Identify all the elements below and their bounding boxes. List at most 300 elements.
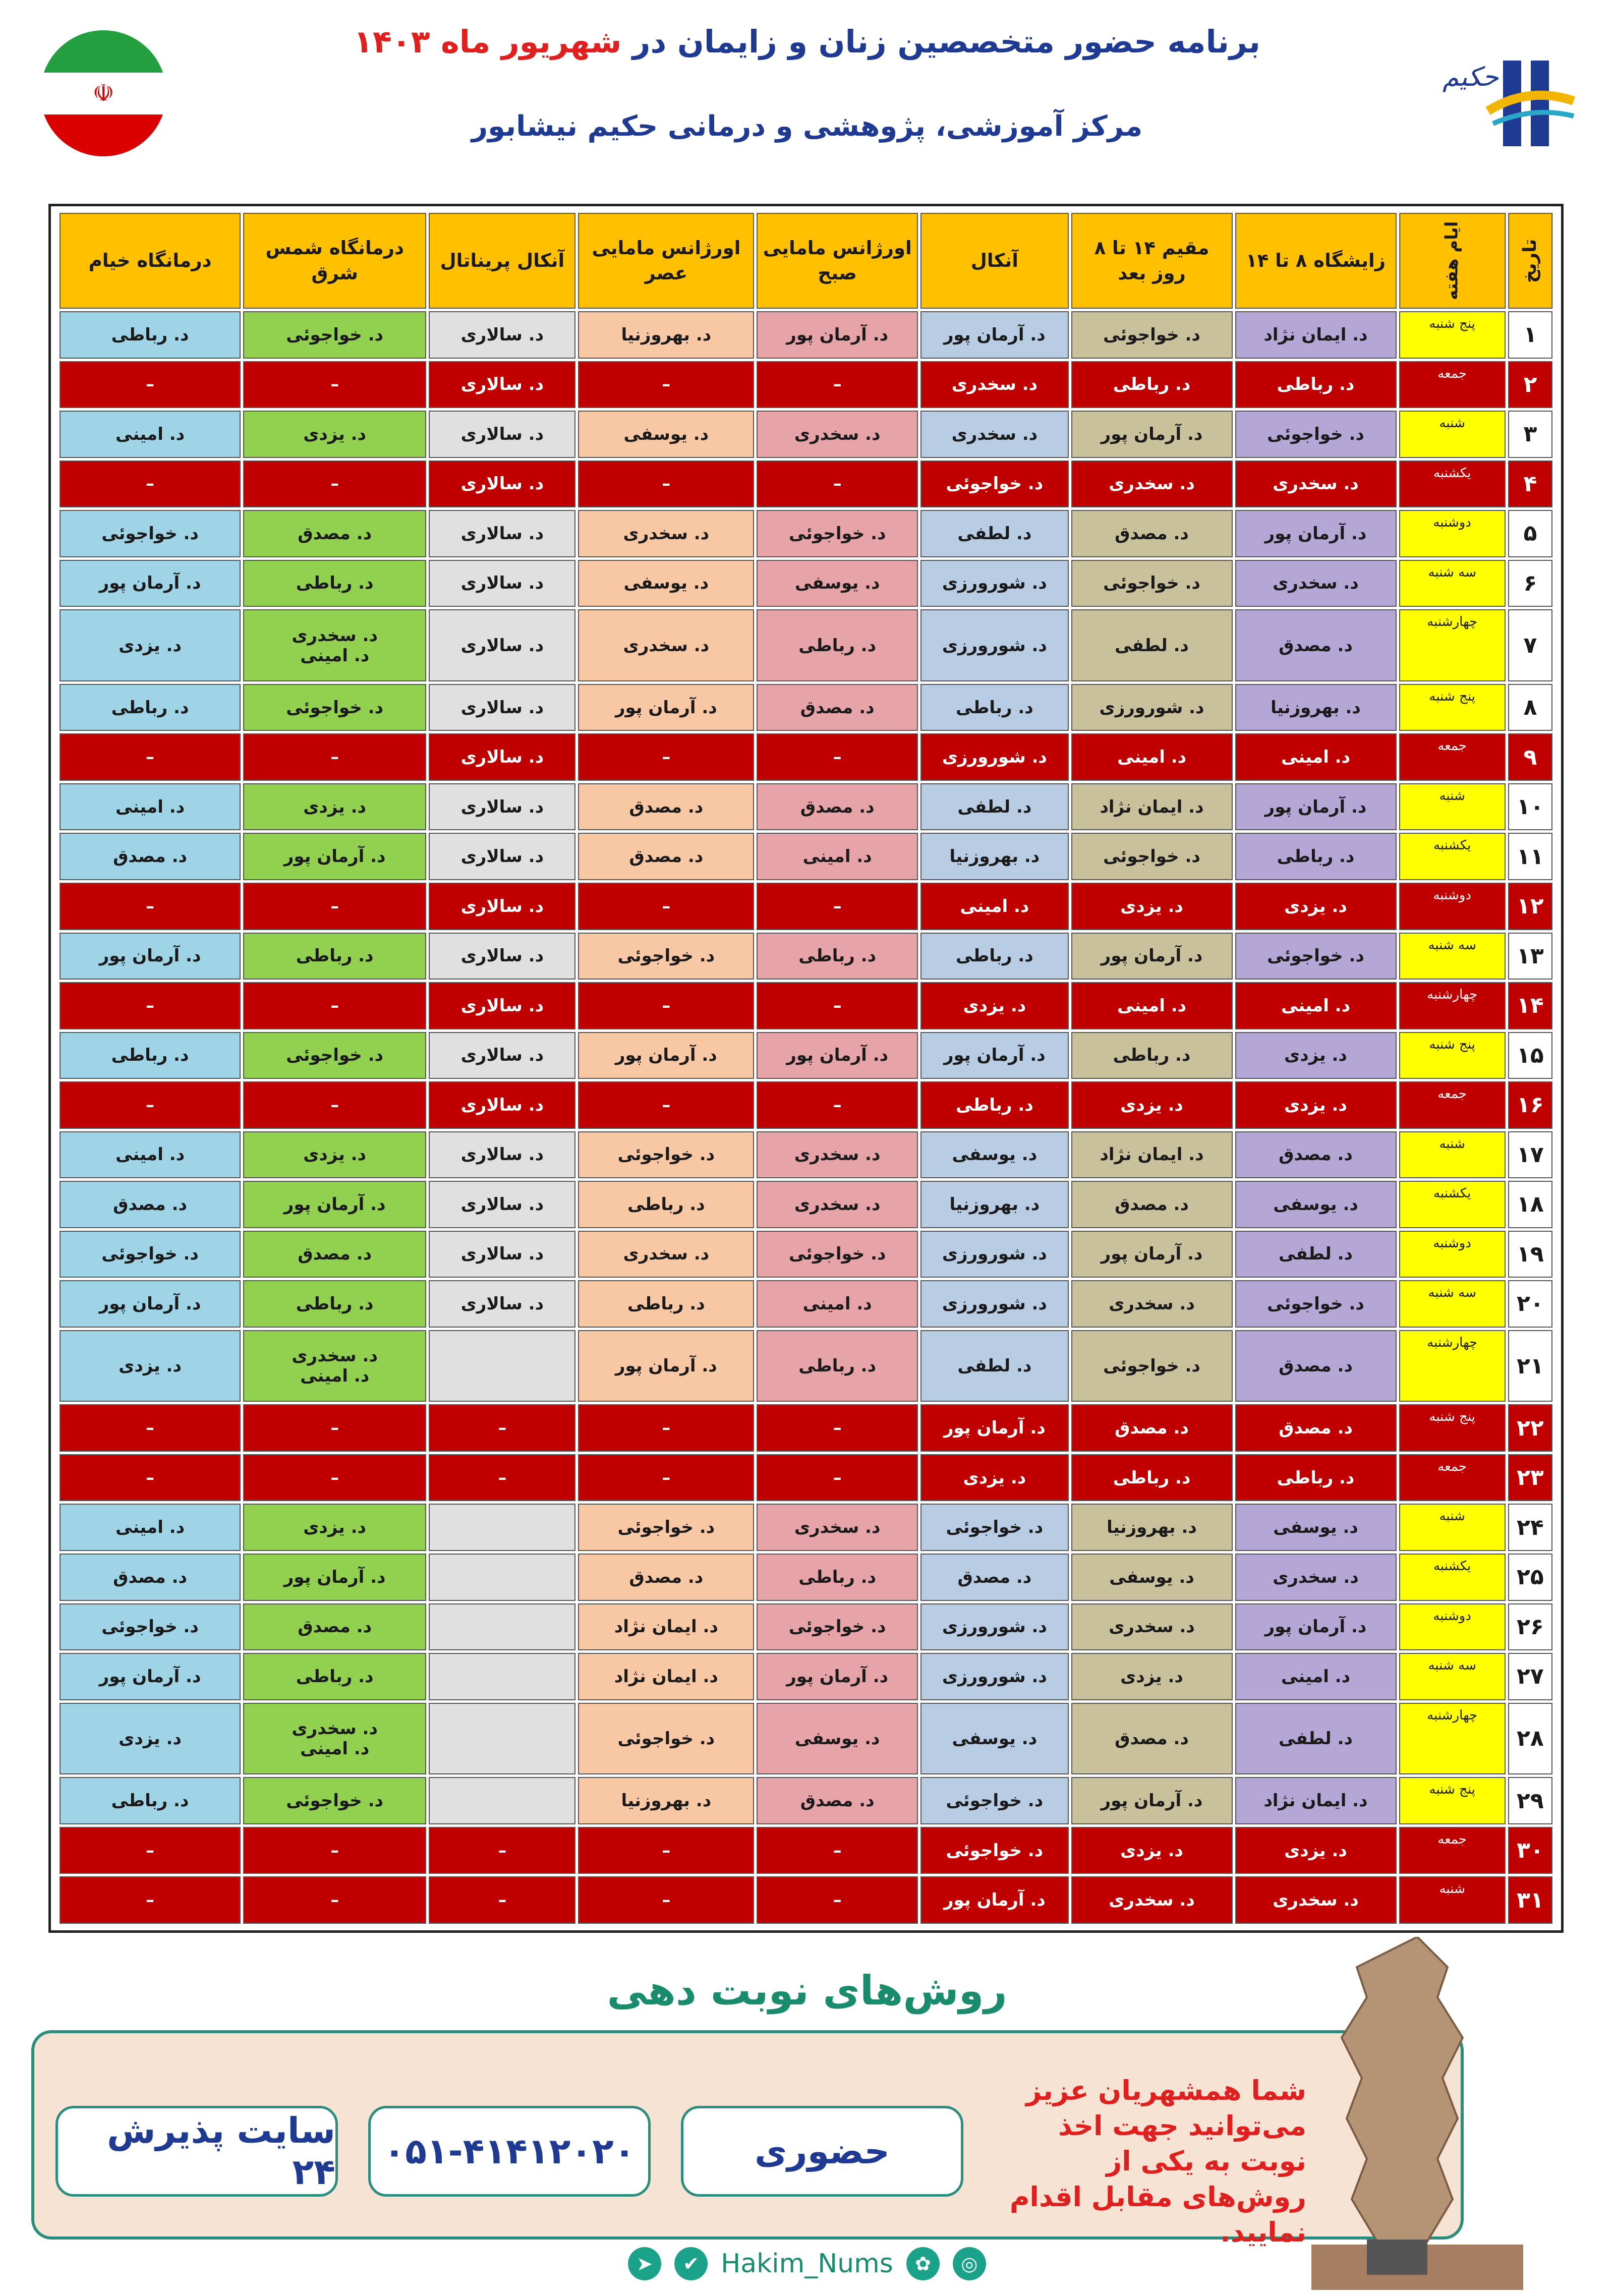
- cell-resident: د. رباطی: [1071, 1454, 1233, 1502]
- cell-khayam-clinic: –: [60, 982, 241, 1029]
- date-cell: ۲۸: [1508, 1703, 1552, 1775]
- weekday-cell: چهارشنبه: [1399, 982, 1506, 1029]
- date-cell: ۱۵: [1508, 1032, 1552, 1079]
- cell-resident: د. یوسفی: [1071, 1554, 1233, 1601]
- cell-er-morning: د. آرمان پور: [757, 311, 918, 359]
- doctor-name: د. امینی: [300, 1366, 370, 1387]
- date-cell: ۱۱: [1508, 833, 1552, 880]
- cell-oncall: د. شورورزی: [920, 560, 1068, 607]
- cell-khayam-clinic: د. خواجوئی: [60, 1231, 241, 1278]
- aparat-icon[interactable]: ✿: [906, 2247, 940, 2280]
- cell-shams-clinic: –: [243, 361, 426, 409]
- weekday-cell: سه شنبه: [1399, 1280, 1506, 1328]
- cell-resident: د. آرمان پور: [1071, 1231, 1233, 1278]
- cell-oncall: د. خواجوئی: [920, 1777, 1068, 1824]
- weekday-cell: جمعه: [1399, 1454, 1506, 1502]
- flag-emblem-icon: ☫: [92, 79, 114, 108]
- weekday-cell: سه شنبه: [1399, 933, 1506, 980]
- table-row: [60, 1181, 1552, 1228]
- cell-er-morning: د. سخدری: [757, 411, 918, 458]
- schedule-grid: [57, 210, 1555, 1926]
- cell-perinatal: د. سالاری: [429, 560, 575, 607]
- table-row: [60, 1876, 1552, 1924]
- cell-oncall: د. یوسفی: [920, 1703, 1068, 1775]
- cell-er-evening: –: [578, 1404, 754, 1452]
- cell-shams-clinic: –: [243, 733, 426, 781]
- cell-perinatal: –: [429, 1454, 575, 1502]
- cell-er-morning: د. خواجوئی: [757, 1231, 918, 1278]
- date-cell: ۲۵: [1508, 1554, 1552, 1601]
- cell-resident: د. رباطی: [1071, 1032, 1233, 1079]
- cell-er-evening: د. آرمان پور: [578, 1032, 754, 1079]
- cell-shams-clinic: د. آرمان پور: [243, 1554, 426, 1601]
- cell-shams-clinic: د. خواجوئی: [243, 311, 426, 359]
- cell-resident: د. ایمان نژاد: [1071, 783, 1233, 831]
- cell-er-evening: د. یوسفی: [578, 411, 754, 458]
- date-cell: ۲۰: [1508, 1280, 1552, 1328]
- cell-shams-clinic: د. خواجوئی: [243, 1032, 426, 1079]
- methods-title: روش‌های نوبت دهی: [607, 1967, 1007, 2014]
- cell-oncall: د. شورورزی: [920, 1280, 1068, 1328]
- cell-oncall: د. شورورزی: [920, 1603, 1068, 1651]
- cell-khayam-clinic: د. یزدی: [60, 1330, 241, 1402]
- schedule-body: [60, 311, 1552, 1924]
- social-handle: Hakim_Nums: [721, 2249, 893, 2279]
- cell-shams-clinic: [243, 1330, 426, 1402]
- cell-er-morning: –: [757, 1827, 918, 1874]
- weekday-cell: دوشنبه: [1399, 1603, 1506, 1651]
- cell-perinatal: [429, 1330, 575, 1402]
- date-cell: ۱۹: [1508, 1231, 1552, 1278]
- cell-er-evening: –: [578, 361, 754, 409]
- instagram-icon[interactable]: ◎: [953, 2247, 986, 2280]
- cell-perinatal: د. سالاری: [429, 1280, 575, 1328]
- cell-perinatal: د. سالاری: [429, 311, 575, 359]
- cell-resident: د. خواجوئی: [1071, 311, 1233, 359]
- cell-delivery: د. خواجوئی: [1235, 411, 1397, 458]
- table-row: [60, 1131, 1552, 1179]
- cell-er-morning: د. خواجوئی: [757, 510, 918, 557]
- cell-delivery: د. خواجوئی: [1235, 1280, 1397, 1328]
- table-row: [60, 411, 1552, 458]
- cell-er-evening: د. خواجوئی: [578, 933, 754, 980]
- table-row: [60, 1554, 1552, 1601]
- cell-oncall: د. امینی: [920, 883, 1068, 930]
- cell-delivery: د. یزدی: [1235, 883, 1397, 930]
- page-title: [353, 23, 1261, 60]
- title-month: شهریور ماه ۱۴۰۳: [354, 23, 622, 60]
- cell-oncall: د. لطفی: [920, 783, 1068, 831]
- cell-delivery: د. سخدری: [1235, 560, 1397, 607]
- cell-khayam-clinic: د. آرمان پور: [60, 1280, 241, 1328]
- cell-resident: د. آرمان پور: [1071, 411, 1233, 458]
- cell-khayam-clinic: د. امینی: [60, 1504, 241, 1551]
- doctor-name: د. سخدری: [292, 625, 378, 646]
- cell-shams-clinic: د. مصدق: [243, 510, 426, 557]
- cell-oncall: د. لطفی: [920, 510, 1068, 557]
- cell-er-evening: د. مصدق: [578, 833, 754, 880]
- cell-resident: د. خواجوئی: [1071, 560, 1233, 607]
- schedule-table: [48, 204, 1564, 1933]
- footer: [0, 1937, 1614, 2296]
- cell-khayam-clinic: د. رباطی: [60, 311, 241, 359]
- cell-resident: د. لطفی: [1071, 609, 1233, 681]
- cell-shams-clinic: د. آرمان پور: [243, 1181, 426, 1228]
- table-row: [60, 783, 1552, 831]
- table-row: [60, 1603, 1552, 1651]
- telegram-icon[interactable]: ➤: [628, 2247, 661, 2280]
- cell-delivery: د. امینی: [1235, 733, 1397, 781]
- date-cell: ۶: [1508, 560, 1552, 607]
- date-cell: ۵: [1508, 510, 1552, 557]
- date-cell: ۲۲: [1508, 1404, 1552, 1452]
- cell-er-morning: د. امینی: [757, 833, 918, 880]
- cell-delivery: د. رباطی: [1235, 1454, 1397, 1502]
- table-row: [60, 1032, 1552, 1079]
- cell-oncall: د. یوسفی: [920, 1131, 1068, 1179]
- weekday-cell: سه شنبه: [1399, 1653, 1506, 1700]
- table-row: [60, 1231, 1552, 1278]
- cell-delivery: د. آرمان پور: [1235, 783, 1397, 831]
- cell-perinatal: د. سالاری: [429, 684, 575, 731]
- cell-oncall: د. خواجوئی: [920, 1504, 1068, 1551]
- table-row: [60, 733, 1552, 781]
- title-prefix: برنامه حضور متخصصین زنان و زایمان در: [621, 23, 1260, 60]
- logo-text: حکیم: [1443, 62, 1499, 92]
- cell-perinatal: –: [429, 1404, 575, 1452]
- cell-khayam-clinic: –: [60, 1404, 241, 1452]
- table-row: [60, 982, 1552, 1029]
- cell-khayam-clinic: د. مصدق: [60, 1181, 241, 1228]
- cell-khayam-clinic: –: [60, 883, 241, 930]
- cell-resident: د. مصدق: [1071, 1404, 1233, 1452]
- weekday-cell: پنج شنبه: [1399, 1777, 1506, 1824]
- cell-resident: د. سخدری: [1071, 1280, 1233, 1328]
- date-cell: ۴: [1508, 461, 1552, 508]
- cell-er-morning: د. خواجوئی: [757, 1603, 918, 1651]
- cell-shams-clinic: –: [243, 461, 426, 508]
- date-cell: ۳۱: [1508, 1876, 1552, 1924]
- cell-er-morning: د. رباطی: [757, 609, 918, 681]
- table-row: [60, 510, 1552, 557]
- cell-oncall: د. بهروزنیا: [920, 1181, 1068, 1228]
- col-header-date: تاریخ: [1508, 213, 1552, 309]
- cell-khayam-clinic: –: [60, 1876, 241, 1924]
- cell-perinatal: د. سالاری: [429, 1181, 575, 1228]
- date-cell: ۲۹: [1508, 1777, 1552, 1824]
- date-cell: ۱۰: [1508, 783, 1552, 831]
- cell-perinatal: د. سالاری: [429, 933, 575, 980]
- weekday-cell: یکشنبه: [1399, 461, 1506, 508]
- table-row: [60, 1330, 1552, 1402]
- date-cell: ۲۱: [1508, 1330, 1552, 1402]
- table-row: [60, 1504, 1552, 1551]
- cell-delivery: د. سخدری: [1235, 461, 1397, 508]
- weekday-cell: یکشنبه: [1399, 1554, 1506, 1601]
- method-in-person-pill[interactable]: حضوری: [681, 2106, 963, 2197]
- cell-delivery: د. خواجوئی: [1235, 933, 1397, 980]
- table-row: [60, 609, 1552, 681]
- cell-delivery: د. سخدری: [1235, 1554, 1397, 1601]
- cell-er-morning: –: [757, 1454, 918, 1502]
- date-cell: ۲: [1508, 361, 1552, 409]
- table-row: [60, 461, 1552, 508]
- cell-perinatal: د. سالاری: [429, 783, 575, 831]
- cell-perinatal: [429, 1554, 575, 1601]
- cell-shams-clinic: [243, 1703, 426, 1775]
- cell-resident: د. شورورزی: [1071, 684, 1233, 731]
- cell-resident: د. آرمان پور: [1071, 1777, 1233, 1824]
- cell-delivery: د. یوسفی: [1235, 1504, 1397, 1551]
- cell-resident: د. یزدی: [1071, 1827, 1233, 1874]
- cell-perinatal: [429, 1653, 575, 1700]
- date-cell: ۱۷: [1508, 1131, 1552, 1179]
- date-cell: ۱۲: [1508, 883, 1552, 930]
- cell-er-evening: –: [578, 982, 754, 1029]
- method-site-pill[interactable]: سایت پذیرش ۲۴: [55, 2106, 338, 2197]
- cell-perinatal: [429, 1777, 575, 1824]
- weekday-cell: جمعه: [1399, 1081, 1506, 1129]
- cell-er-evening: د. آرمان پور: [578, 1330, 754, 1402]
- cell-delivery: د. آرمان پور: [1235, 510, 1397, 557]
- cell-shams-clinic: د. رباطی: [243, 1280, 426, 1328]
- cell-shams-clinic: –: [243, 883, 426, 930]
- cell-er-morning: –: [757, 461, 918, 508]
- cell-resident: د. سخدری: [1071, 1603, 1233, 1651]
- cell-resident: د. سخدری: [1071, 461, 1233, 508]
- cell-delivery: د. یوسفی: [1235, 1181, 1397, 1228]
- cell-er-evening: د. خواجوئی: [578, 1703, 754, 1775]
- cell-oncall: د. شورورزی: [920, 733, 1068, 781]
- table-row: [60, 1703, 1552, 1775]
- cell-er-evening: د. سخدری: [578, 510, 754, 557]
- date-cell: ۳۰: [1508, 1827, 1552, 1874]
- weekday-cell: دوشنبه: [1399, 1231, 1506, 1278]
- cell-shams-clinic: –: [243, 1876, 426, 1924]
- table-row: [60, 311, 1552, 359]
- cell-oncall: د. یزدی: [920, 982, 1068, 1029]
- cell-resident: د. یزدی: [1071, 883, 1233, 930]
- cell-shams-clinic: –: [243, 1404, 426, 1452]
- weekday-cell: جمعه: [1399, 1827, 1506, 1874]
- cell-khayam-clinic: د. آرمان پور: [60, 1653, 241, 1700]
- col-header-khayam-clinic: درمانگاه خیام: [60, 213, 241, 309]
- table-row: [60, 883, 1552, 930]
- cell-er-evening: –: [578, 1876, 754, 1924]
- monument-illustration: [1291, 1937, 1543, 2290]
- cell-perinatal: د. سالاری: [429, 361, 575, 409]
- weekday-cell: شنبه: [1399, 1504, 1506, 1551]
- weekday-cell: شنبه: [1399, 1876, 1506, 1924]
- cell-oncall: د. رباطی: [920, 684, 1068, 731]
- cell-er-morning: د. رباطی: [757, 1330, 918, 1402]
- cell-er-morning: د. سخدری: [757, 1181, 918, 1228]
- cell-resident: د. مصدق: [1071, 1703, 1233, 1775]
- cell-shams-clinic: د. یزدی: [243, 411, 426, 458]
- cell-khayam-clinic: د. رباطی: [60, 684, 241, 731]
- cell-delivery: د. رباطی: [1235, 833, 1397, 880]
- table-row: [60, 1777, 1552, 1824]
- doctor-name: د. امینی: [300, 645, 370, 666]
- cell-resident: د. خواجوئی: [1071, 1330, 1233, 1402]
- cell-khayam-clinic: د. خواجوئی: [60, 1603, 241, 1651]
- cell-er-evening: د. ایمان نژاد: [578, 1603, 754, 1651]
- col-header-er-morning: اورژانس مامایی صبح: [757, 213, 918, 309]
- weekday-cell: دوشنبه: [1399, 510, 1506, 557]
- cell-khayam-clinic: د. مصدق: [60, 833, 241, 880]
- cell-oncall: د. شورورزی: [920, 1231, 1068, 1278]
- cell-er-morning: د. مصدق: [757, 684, 918, 731]
- cell-er-evening: د. بهروزنیا: [578, 311, 754, 359]
- page-header: [0, 0, 1614, 197]
- cell-er-evening: د. سخدری: [578, 609, 754, 681]
- cell-resident: د. سخدری: [1071, 1876, 1233, 1924]
- cell-er-evening: د. یوسفی: [578, 560, 754, 607]
- weekday-cell: پنج شنبه: [1399, 311, 1506, 359]
- cell-khayam-clinic: د. آرمان پور: [60, 933, 241, 980]
- cell-er-evening: –: [578, 1454, 754, 1502]
- cell-resident: د. بهروزنیا: [1071, 1504, 1233, 1551]
- cell-er-evening: –: [578, 733, 754, 781]
- table-row: [60, 1653, 1552, 1700]
- cell-perinatal: د. سالاری: [429, 982, 575, 1029]
- cell-oncall: د. سخدری: [920, 411, 1068, 458]
- twitter-icon[interactable]: ✔: [674, 2247, 708, 2280]
- cell-er-morning: –: [757, 982, 918, 1029]
- cell-er-morning: د. یوسفی: [757, 560, 918, 607]
- doctor-name: د. سخدری: [292, 1718, 378, 1739]
- table-row: [60, 933, 1552, 980]
- cell-khayam-clinic: د. رباطی: [60, 1032, 241, 1079]
- cell-oncall: د. یزدی: [920, 1454, 1068, 1502]
- cell-khayam-clinic: –: [60, 361, 241, 409]
- cell-shams-clinic: [243, 609, 426, 681]
- cell-er-morning: د. آرمان پور: [757, 1653, 918, 1700]
- cell-er-morning: د. رباطی: [757, 1554, 918, 1601]
- iran-flag: [40, 30, 166, 156]
- cell-er-morning: –: [757, 1876, 918, 1924]
- cell-er-morning: د. امینی: [757, 1280, 918, 1328]
- cell-perinatal: د. سالاری: [429, 1131, 575, 1179]
- notice-text: شما همشهریان عزیز می‌توانید جهت اخذ نوبت به یکی از روش‌های مقابل اقدام نمایید.: [1009, 2075, 1306, 2248]
- cell-oncall: د. رباطی: [920, 1081, 1068, 1129]
- cell-perinatal: د. سالاری: [429, 1081, 575, 1129]
- cell-resident: د. یزدی: [1071, 1081, 1233, 1129]
- cell-oncall: د. سخدری: [920, 361, 1068, 409]
- hakim-logo: [1427, 25, 1579, 177]
- weekday-cell: جمعه: [1399, 733, 1506, 781]
- cell-er-morning: د. مصدق: [757, 1777, 918, 1824]
- cell-er-evening: د. مصدق: [578, 1554, 754, 1601]
- cell-oncall: د. شورورزی: [920, 609, 1068, 681]
- cell-resident: د. ایمان نژاد: [1071, 1131, 1233, 1179]
- cell-shams-clinic: د. رباطی: [243, 933, 426, 980]
- cell-delivery: د. یزدی: [1235, 1827, 1397, 1874]
- table-row: [60, 560, 1552, 607]
- cell-oncall: د. رباطی: [920, 933, 1068, 980]
- col-header-er-evening: اورژانس مامایی عصر: [578, 213, 754, 309]
- method-phone-pill[interactable]: ۰۵۱-۴۱۴۱۲۰۲۰: [368, 2106, 651, 2197]
- weekday-cell: چهارشنبه: [1399, 1703, 1506, 1775]
- col-header-perinatal: آنکال پریناتال: [429, 213, 575, 309]
- cell-resident: د. مصدق: [1071, 510, 1233, 557]
- cell-er-evening: –: [578, 461, 754, 508]
- cell-khayam-clinic: د. خواجوئی: [60, 510, 241, 557]
- cell-shams-clinic: د. یزدی: [243, 1131, 426, 1179]
- cell-resident: د. امینی: [1071, 733, 1233, 781]
- page-subtitle: مرکز آموزشی، پژوهشی و درمانی حکیم نیشابور: [471, 110, 1143, 143]
- weekday-cell: جمعه: [1399, 361, 1506, 409]
- cell-delivery: د. مصدق: [1235, 1131, 1397, 1179]
- cell-shams-clinic: –: [243, 1081, 426, 1129]
- cell-khayam-clinic: د. رباطی: [60, 1777, 241, 1824]
- table-row: [60, 1827, 1552, 1874]
- col-header-delivery: زایشگاه ۸ تا ۱۴: [1235, 213, 1397, 309]
- cell-er-evening: د. رباطی: [578, 1280, 754, 1328]
- date-cell: ۱: [1508, 311, 1552, 359]
- cell-shams-clinic: د. خواجوئی: [243, 1777, 426, 1824]
- cell-delivery: د. لطفی: [1235, 1703, 1397, 1775]
- date-cell: ۲۴: [1508, 1504, 1552, 1551]
- cell-shams-clinic: د. رباطی: [243, 560, 426, 607]
- cell-oncall: د. آرمان پور: [920, 1032, 1068, 1079]
- cell-resident: د. آرمان پور: [1071, 933, 1233, 980]
- cell-perinatal: –: [429, 1827, 575, 1874]
- cell-er-evening: د. خواجوئی: [578, 1504, 754, 1551]
- weekday-cell: شنبه: [1399, 1131, 1506, 1179]
- cell-delivery: د. لطفی: [1235, 1231, 1397, 1278]
- cell-er-evening: –: [578, 1081, 754, 1129]
- table-row: [60, 1280, 1552, 1328]
- cell-perinatal: د. سالاری: [429, 1032, 575, 1079]
- weekday-cell: سه شنبه: [1399, 560, 1506, 607]
- cell-perinatal: د. سالاری: [429, 733, 575, 781]
- date-cell: ۲۳: [1508, 1454, 1552, 1502]
- weekday-cell: یکشنبه: [1399, 1181, 1506, 1228]
- cell-shams-clinic: د. آرمان پور: [243, 833, 426, 880]
- cell-delivery: د. یزدی: [1235, 1081, 1397, 1129]
- cell-perinatal: [429, 1504, 575, 1551]
- cell-delivery: د. ایمان نژاد: [1235, 1777, 1397, 1824]
- cell-delivery: د. امینی: [1235, 982, 1397, 1029]
- cell-khayam-clinic: د. امینی: [60, 783, 241, 831]
- cell-delivery: د. امینی: [1235, 1653, 1397, 1700]
- cell-er-morning: –: [757, 883, 918, 930]
- cell-delivery: د. یزدی: [1235, 1032, 1397, 1079]
- cell-khayam-clinic: د. یزدی: [60, 609, 241, 681]
- cell-shams-clinic: د. رباطی: [243, 1653, 426, 1700]
- cell-delivery: د. مصدق: [1235, 609, 1397, 681]
- cell-resident: د. خواجوئی: [1071, 833, 1233, 880]
- doctor-name: د. سخدری: [292, 1346, 378, 1366]
- cell-khayam-clinic: د. امینی: [60, 1131, 241, 1179]
- cell-khayam-clinic: د. امینی: [60, 411, 241, 458]
- date-cell: ۲۶: [1508, 1603, 1552, 1651]
- date-cell: ۱۶: [1508, 1081, 1552, 1129]
- table-row: [60, 1454, 1552, 1502]
- cell-delivery: د. مصدق: [1235, 1404, 1397, 1452]
- weekday-cell: شنبه: [1399, 411, 1506, 458]
- col-header-oncall: آنکال: [920, 213, 1068, 309]
- cell-khayam-clinic: –: [60, 733, 241, 781]
- cell-resident: د. یزدی: [1071, 1653, 1233, 1700]
- cell-perinatal: د. سالاری: [429, 883, 575, 930]
- cell-er-morning: –: [757, 361, 918, 409]
- date-cell: ۱۳: [1508, 933, 1552, 980]
- cell-er-evening: –: [578, 883, 754, 930]
- weekday-cell: پنج شنبه: [1399, 1404, 1506, 1452]
- cell-delivery: د. آرمان پور: [1235, 1603, 1397, 1651]
